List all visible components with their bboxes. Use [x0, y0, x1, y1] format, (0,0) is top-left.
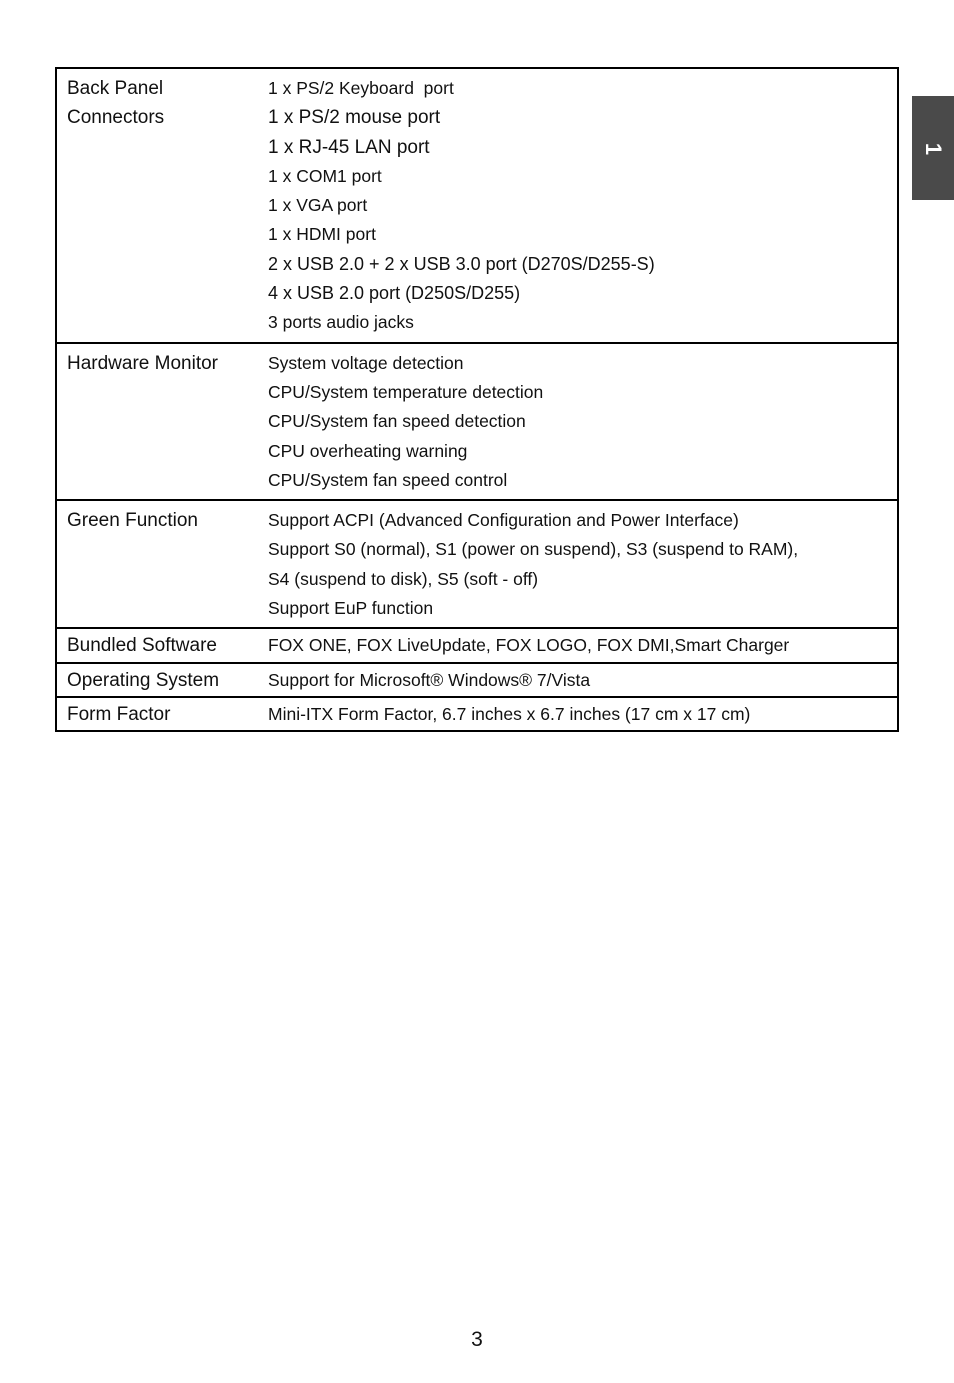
spec-row-green-function: [57, 499, 897, 627]
value-line: FOX ONE, FOX LiveUpdate, FOX LOGO, FOX DMI,Smart Charger: [268, 635, 790, 656]
row-values: [259, 344, 897, 499]
row-label: Form Factor: [67, 703, 171, 725]
row-values: [259, 664, 897, 696]
value-line: CPU/System fan speed control: [268, 469, 508, 490]
value-line: 1 x PS/2 mouse port: [268, 107, 441, 129]
value-line: 2 x USB 2.0 + 2 x USB 3.0 port (D270S/D255-S): [268, 253, 655, 274]
row-label: Operating System: [67, 669, 220, 691]
value-line: Mini-ITX Form Factor, 6.7 inches x 6.7 inches (17 cm x 17 cm): [268, 703, 751, 724]
value-line: 1 x HDMI port: [268, 224, 376, 245]
value-line: CPU overheating warning: [268, 440, 468, 461]
row-values: [259, 629, 897, 661]
spec-row-operating-system: [57, 662, 897, 696]
value-line: Support S0 (normal), S1 (power on suspend), S3 (suspend to RAM),: [268, 539, 799, 560]
page-number: 3: [471, 1328, 483, 1351]
value-line: Support ACPI (Advanced Configuration and Power Interface): [268, 510, 739, 531]
value-line: 1 x PS/2 Keyboard port: [268, 78, 454, 98]
value-line: Support EuP function: [268, 598, 434, 619]
spec-row-bundled-software: [57, 627, 897, 661]
spec-table: [55, 67, 899, 732]
value-line: 1 x VGA port: [268, 195, 368, 216]
value-line: System voltage detection: [268, 352, 464, 373]
row-label: Hardware Monitor: [67, 352, 218, 374]
spec-row-form-factor: [57, 696, 897, 730]
spec-row-back-panel-connectors: [57, 69, 897, 342]
value-line: CPU/System temperature detection: [268, 381, 544, 402]
value-line: 1 x COM1 port: [268, 165, 382, 186]
value-line: 1 x RJ-45 LAN port: [268, 136, 430, 158]
value-line: Support for Microsoft® Windows® 7/Vista: [268, 669, 591, 690]
row-values: [259, 501, 897, 627]
row-values: [259, 698, 897, 730]
spec-row-hardware-monitor: [57, 342, 897, 499]
row-label: Green Function: [67, 510, 198, 532]
row-label: Bundled Software: [67, 635, 217, 657]
chapter-tab: [912, 96, 954, 200]
value-line: 3 ports audio jacks: [268, 312, 414, 333]
row-values: [259, 69, 897, 342]
chapter-number: 1: [921, 142, 946, 156]
row-label: Back Panel Connectors: [67, 78, 165, 129]
value-line: CPU/System fan speed detection: [268, 411, 526, 432]
value-line: S4 (suspend to disk), S5 (soft - off): [268, 568, 539, 589]
value-line: 4 x USB 2.0 port (D250S/D255): [268, 283, 521, 304]
